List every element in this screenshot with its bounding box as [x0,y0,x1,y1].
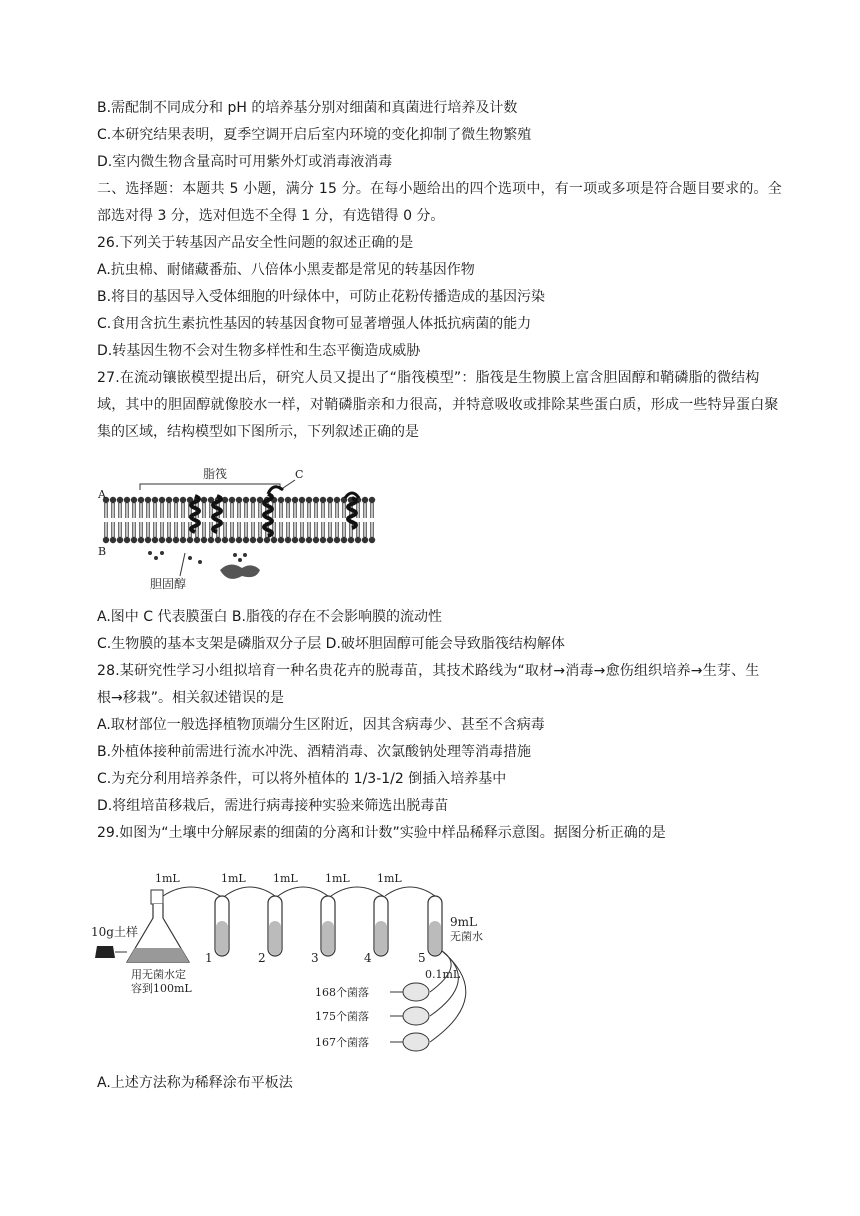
phospholipid [159,497,165,518]
option-29a: A.上述方法称为稀释涂布平板法 [97,1075,293,1091]
question-28-cont: 根→移栽”。相关叙述错误的是 [97,690,284,706]
transfer-label: 1mL [325,872,350,885]
phospholipid [159,522,165,543]
colony-count: 167个菌落 [315,1036,369,1049]
phospholipid [341,522,347,543]
phospholipid [131,522,137,543]
phospholipid [145,497,151,518]
phospholipid [369,497,375,518]
question-27-cont: 集的区域，结构模型如下图所示，下列叙述正确的是 [97,424,419,440]
phospholipid [201,522,207,543]
option-26b: B.将目的基因导入受体细胞的叶绿体中，可防止花粉传播造成的基因污染 [97,289,546,305]
tube-number: 4 [364,951,372,965]
phospholipid [250,522,256,543]
phospholipid [201,497,207,518]
phospholipid [334,497,340,518]
phospholipid [124,497,130,518]
question-29: 29.如图为“土壤中分解尿素的细菌的分离和计数”实验中样品稀释示意图。据图分析正确的是 [97,825,666,841]
text-line: 部选对得 3 分，选对但选不全得 1 分，有选错得 0 分。 [97,208,445,224]
option-27-cd: C.生物膜的基本支架是磷脂双分子层 D.破坏胆固醇可能会导致脂筏结构解体 [97,636,565,652]
phospholipid [208,522,214,543]
phospholipid [152,497,158,518]
tube-number: 5 [418,951,426,965]
phospholipid [236,522,242,543]
phospholipid [103,522,109,543]
label-b: B [98,545,107,558]
text-line: D.室内微生物含量高时可用紫外灯或消毒液消毒 [97,154,393,170]
phospholipid [229,522,235,543]
phospholipid [327,522,333,543]
phospholipid [362,522,368,543]
phospholipid [327,497,333,518]
phospholipid [369,522,375,543]
phospholipid [320,522,326,543]
cholesterol-label: 胆固醇 [150,577,187,591]
flask-note: 容到100mL [131,982,192,995]
phospholipid [243,522,249,543]
phospholipid [292,497,298,518]
phospholipid [117,522,123,543]
transfer-label: 1mL [273,872,298,885]
transfer-label: 1mL [377,872,402,885]
phospholipid [110,497,116,518]
phospholipid [138,522,144,543]
raft-label: 脂筏 [203,467,228,481]
water-volume: 9mL [450,915,477,929]
phospholipid [292,522,298,543]
lipid-raft-figure [90,458,380,598]
phospholipid [173,497,179,518]
colony-count: 168个菌落 [315,986,369,999]
tube-number: 3 [311,951,319,965]
phospholipid [362,497,368,518]
phospholipid [166,497,172,518]
phospholipid [285,522,291,543]
label-c: C [295,468,304,481]
text-line: B.需配制不同成分和 pH 的培养基分别对细菌和真菌进行培养及计数 [97,100,518,116]
phospholipid [229,497,235,518]
tube-number: 1 [205,951,213,965]
option-26d: D.转基因生物不会对生物多样性和生态平衡造成威胁 [97,343,421,359]
phospholipid [348,522,354,543]
option-26a: A.抗虫棉、耐储藏番茄、八倍体小黑麦都是常见的转基因作物 [97,262,475,278]
spread-volume: 0.1mL [425,968,461,981]
phospholipid [313,522,319,543]
option-28b: B.外植体接种前需进行流水冲洗、酒精消毒、次氯酸钠处理等消毒措施 [97,744,532,760]
question-27: 27.在流动镶嵌模型提出后，研究人员又提出了“脂筏模型”：脂筏是生物膜上富含胆固醇和鞘磷脂的微结构 [97,370,760,386]
question-26: 26.下列关于转基因产品安全性问题的叙述正确的是 [97,235,414,251]
phospholipid [138,497,144,518]
phospholipid [117,497,123,518]
option-28d: D.将组培苗移栽后，需进行病毒接种实验来筛选出脱毒苗 [97,798,449,814]
phospholipid [236,497,242,518]
phospholipid [278,497,284,518]
label-a: A [98,488,106,501]
phospholipid [306,497,312,518]
phospholipid [222,522,228,543]
question-28: 28.某研究性学习小组拟培育一种名贵花卉的脱毒苗，其技术路线为“取材→消毒→愈伤组织培养→生芽、生 [97,663,760,679]
phospholipid [250,497,256,518]
phospholipid [110,522,116,543]
option-28a: A.取材部位一般选择植物顶端分生区附近，因其含病毒少、甚至不含病毒 [97,717,545,733]
question-27-cont: 域，其中的胆固醇就像胶水一样，对鞘磷脂亲和力很高，并特意吸收或排除某些蛋白质，形成一些特异蛋白聚 [97,397,779,413]
phospholipid [334,522,340,543]
phospholipid [180,497,186,518]
option-28c: C.为充分利用培养条件，可以将外植体的 1/3-1/2 倒插入培养基中 [97,771,507,787]
text-line: 二、选择题：本题共 5 小题，满分 15 分。在每小题给出的四个选项中，有一项或多项是符合题目要求的。全 [97,181,782,197]
phospholipid [152,522,158,543]
phospholipid [257,522,263,543]
flask-note: 用无菌水定 [131,968,186,981]
text-line: C.本研究结果表明，夏季空调开启后室内环境的变化抑制了微生物繁殖 [97,127,532,143]
phospholipid [124,522,130,543]
phospholipid [306,522,312,543]
option-27-ab: A.图中 C 代表膜蛋白 B.脂筏的存在不会影响膜的流动性 [97,609,442,625]
option-26c: C.食用含抗生素抗性基因的转基因食物可显著增强人体抵抗病菌的能力 [97,316,532,332]
transfer-label: 1mL [155,872,180,885]
tube-number: 2 [258,951,266,965]
phospholipid [285,497,291,518]
transfer-label: 1mL [221,872,246,885]
phospholipid [131,497,137,518]
water-label: 无菌水 [450,930,483,943]
phospholipid [313,497,319,518]
phospholipid [173,522,179,543]
phospholipid [145,522,151,543]
dilution-figure [85,866,485,1061]
phospholipid [278,522,284,543]
phospholipid [243,497,249,518]
phospholipid [166,522,172,543]
colony-count: 175个菌落 [315,1010,369,1023]
phospholipid [180,522,186,543]
phospholipid [299,522,305,543]
soil-label: 10g土样 [91,925,138,939]
phospholipid [299,497,305,518]
phospholipid [320,497,326,518]
